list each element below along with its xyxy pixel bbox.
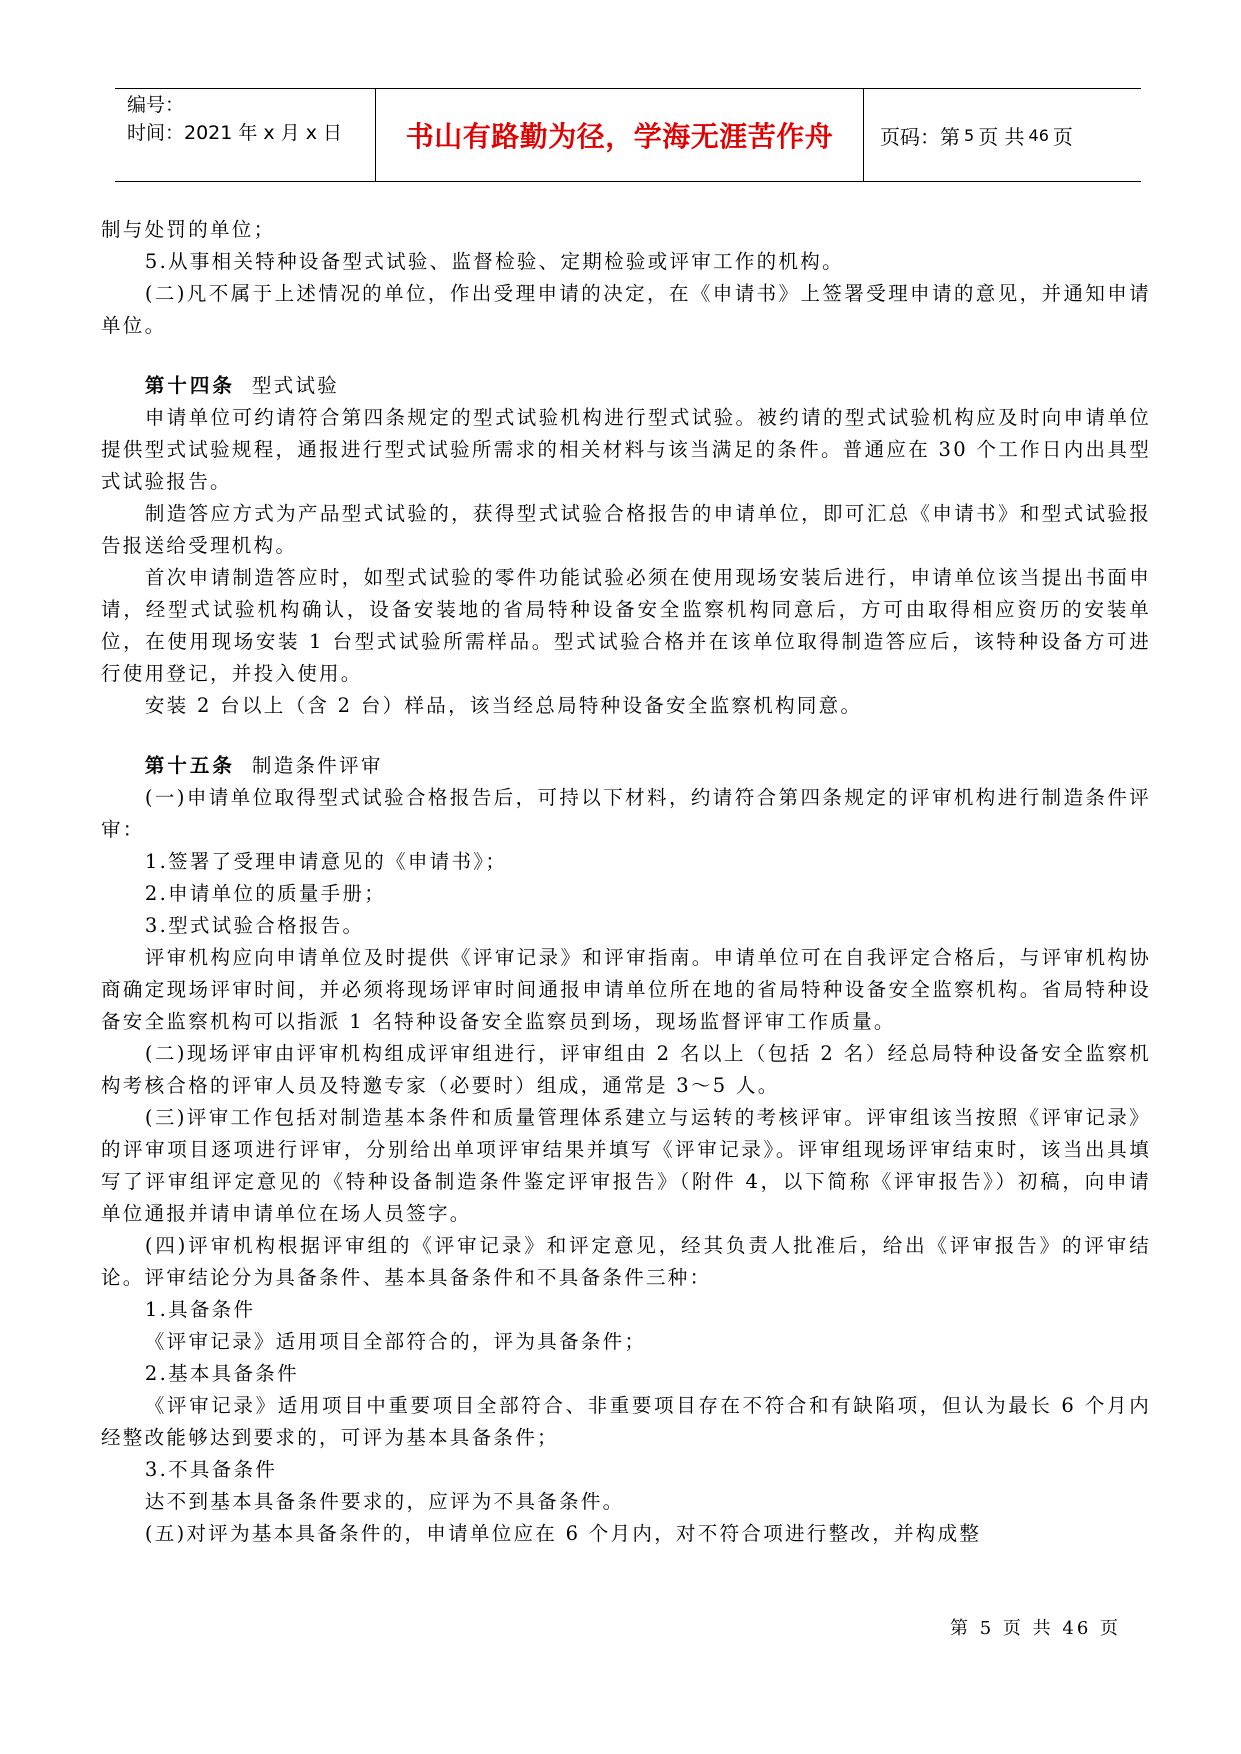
paragraph: (四)评审机构根据评审组的《评审记录》和评定意见，经其负责人批准后，给出《评审报告》的评审结论。评审结论分为具备条件、基本具备条件和不具备条件三种： (101, 1234, 1151, 1289)
paragraph: 评审机构应向申请单位及时提供《评审记录》和评审指南。申请单位可在自我评定合格后，与评审机构协商确定现场评审时间，并必须将现场评审时间通报申请单位所在地的省局特种设备安全监察机构。省局特种设备安全监察机构可以指派 1 名特种设备安全监察员到场，现场监督评审工作质量。 (101, 946, 1151, 1033)
header-motto: 书山有路勤为径，学海无涯苦作舟 (376, 89, 864, 181)
paragraph: 达不到基本具备条件要求的，应评为不具备条件。 (144, 1490, 625, 1513)
paragraph: 申请单位可约请符合第四条规定的型式试验机构进行型式试验。被约请的型式试验机构应及时向申请单位提供型式试验规程，通报进行型式试验所需求的相关材料与该当满足的条件。普通应在 30 个工作日内出具型式试验报告。 (101, 406, 1151, 493)
article-14-number: 第十四条 (144, 374, 235, 397)
paragraph: (二)凡不属于上述情况的单位，作出受理申请的决定，在《申请书》上签署受理申请的意见，并通知申请单位。 (101, 282, 1151, 337)
list-item: 3.不具备条件 (144, 1458, 278, 1481)
list-item: 2.申请单位的质量手册； (144, 882, 387, 905)
article-14-title: 型式试验 (251, 374, 340, 397)
paragraph: 首次申请制造答应时，如型式试验的零件功能试验必须在使用现场安装后进行，申请单位该当提出书面申请，经型式试验机构确认，设备安装地的省局特种设备安全监察机构同意后，方可由取得相应资历的安装单位，在使用现场安装 1 台型式试验所需样品。型式试验合格并在该单位取得制造答应后，该特种设备方可进行使用登记，并投入使用。 (101, 566, 1151, 685)
paragraph: 《评审记录》适用项目全部符合的，评为具备条件； (144, 1330, 647, 1353)
paragraph: (三)评审工作包括对制造基本条件和质量管理体系建立与运转的考核评审。评审组该当按照《评审记录》的评审项目逐项进行评审，分别给出单项评审结果并填写《评审记录》。评审组现场评审结束时，该当出具填写了评审组评定意见的《特种设备制造条件鉴定评审报告》（附件 4，以下简称《评审报告》）初稿，向申请单位通报并请申请单位在场人员签字。 (101, 1106, 1151, 1225)
article-14-heading (101, 370, 1151, 402)
page-footer: 第 5 页 共 46 页 (950, 1618, 1121, 1639)
paragraph: 制与处罚的单位； (101, 218, 276, 241)
paragraph: 制造答应方式为产品型式试验的，获得型式试验合格报告的申请单位，即可汇总《申请书》和型式试验报告报送给受理机构。 (101, 502, 1151, 557)
article-15-title: 制造条件评审 (251, 754, 383, 777)
paragraph: 《评审记录》适用项目中重要项目全部符合、非重要项目存在不符合和有缺陷项，但认为最长 6 个月内经整改能够达到要求的，可评为基本具备条件； (101, 1394, 1151, 1449)
header-meta (115, 89, 376, 181)
page-header (115, 88, 1141, 182)
article-15-heading (101, 750, 1151, 782)
list-item: 1.签署了受理申请意见的《申请书》； (144, 850, 508, 873)
page-current: 5 (964, 125, 975, 145)
paragraph: 安装 2 台以上（含 2 台）样品，该当经总局特种设备安全监察机构同意。 (144, 694, 863, 717)
header-page-info (864, 89, 1141, 181)
list-item: 1.具备条件 (144, 1298, 256, 1321)
page-suffix: 页 (1052, 124, 1073, 149)
page-total: 46 (1028, 125, 1049, 145)
paragraph: (二)现场评审由评审机构组成评审组进行，评审组由 2 名以上（包括 2 名）经总局特种设备安全监察机构考核合格的评审人员及特邀专家（必要时）组成，通常是 3～5 人。 (101, 1042, 1151, 1097)
list-item: 3.型式试验合格报告。 (144, 914, 365, 937)
document-body (101, 214, 1151, 1550)
list-item: 2.基本具备条件 (144, 1362, 299, 1385)
page-mid: 页 共 (978, 124, 1025, 149)
paragraph: (五)对评为基本具备条件的，申请单位应在 6 个月内，对不符合项进行整改，并构成整 (144, 1522, 982, 1545)
page-prefix: 页码：第 (880, 124, 960, 149)
paragraph: 5.从事相关特种设备型式试验、监督检验、定期检验或评审工作的机构。 (144, 250, 844, 273)
document-number-label: 编号： (127, 94, 185, 116)
article-15-number: 第十五条 (144, 754, 235, 777)
paragraph: (一)申请单位取得型式试验合格报告后，可持以下材料，约请符合第四条规定的评审机构进行制造条件评审： (101, 786, 1151, 841)
document-time: 时间：2021 年 x 月 x 日 (127, 122, 343, 144)
